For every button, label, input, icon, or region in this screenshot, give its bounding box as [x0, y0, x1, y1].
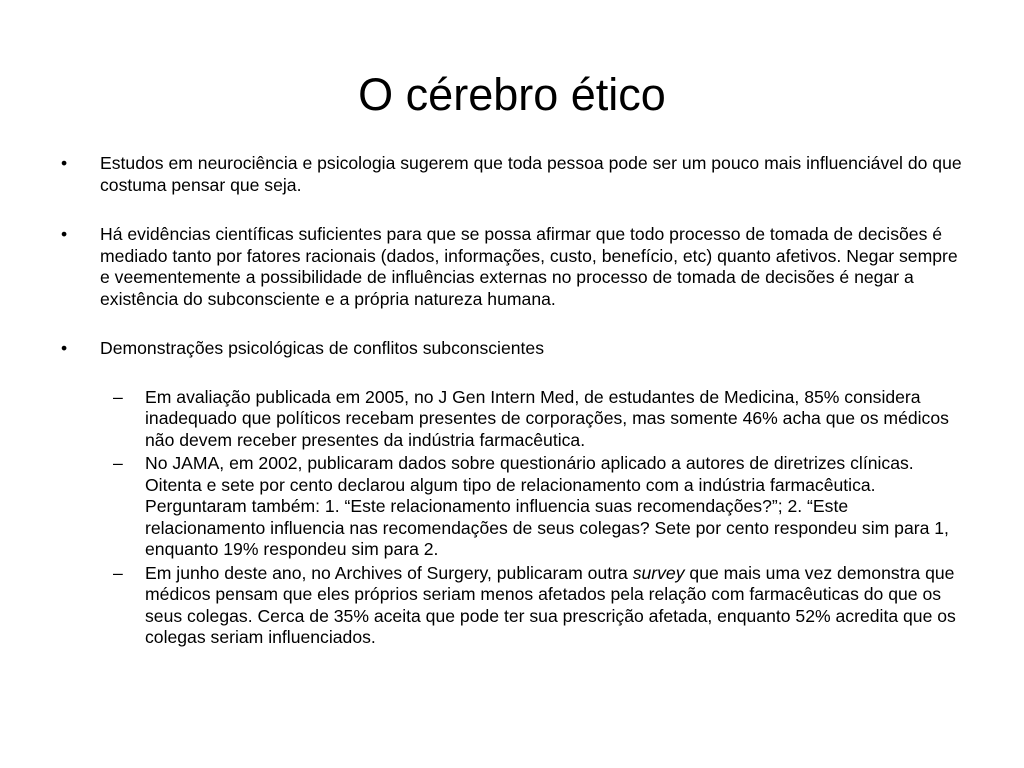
sub-bullet-text [145, 563, 956, 648]
bullet-text: Estudos em neurociência e psicologia sugerem que toda pessoa pode ser um pouco mais influenciável do que costuma pensar que seja. [100, 153, 962, 195]
sub-bullet-item [61, 453, 966, 561]
dash-marker: – [113, 453, 123, 473]
bullet-marker: • [61, 338, 68, 358]
survey-emphasis: survey [632, 562, 685, 583]
sub-bullet-list [61, 387, 966, 649]
bullet-item [61, 338, 966, 360]
bullet-text: Demonstrações psicológicas de conflitos subconscientes [100, 338, 544, 358]
slide-body [61, 153, 966, 649]
bullet-marker: • [61, 153, 68, 173]
sub-bullet-text-end: que mais uma vez demonstra que médicos pensam que eles próprios seriam menos afetados pela relação com farmacêuticas do que os seus colegas. Cerca de 35% aceita que pode ter sua prescrição afetada, enquanto 52% acredita que os colegas seriam influenciados. [145, 562, 956, 647]
sub-bullet-text: No JAMA, em 2002, publicaram dados sobre questionário aplicado a autores de diretrizes clínicas. Oitenta e sete por cento declarou algum tipo de relacionamento com a indústria farmacêutica. Perguntaram também: 1. “Este relacionamento influencia suas recomendações?”; 2. “Este relacionamento influencia nas recomendações de seus colegas? Sete por cento respondeu sim para 1, enquanto 19% respondeu sim para 2. [145, 453, 949, 559]
slide-title: O cérebro ético [358, 69, 666, 120]
sub-bullet-item [61, 563, 966, 649]
dash-marker: – [113, 386, 123, 407]
bullet-text: Há evidências científicas suficientes para que se possa afirmar que todo processo de tomada de decisões é mediado tanto por fatores racionais (dados, informações, custo, benefício, etc) quanto afetivos. Negar sempre e veementemente a possibilidade de influências externas no processo de tomada de decisões é negar a existência do subconsciente e a própria natureza humana. [100, 224, 958, 309]
sub-bullet-text: Em avaliação publicada em 2005, no J Gen Intern Med, de estudantes de Medicina, 85% considera inadequado que políticos recebam presentes de corporações, mas somente 46% acha que os médicos não devem receber presentes da indústria farmacêutica. [145, 386, 949, 450]
bullet-item [61, 224, 966, 310]
bullet-marker: • [61, 224, 68, 244]
bullet-item [61, 153, 966, 196]
sub-bullet-item [61, 387, 966, 452]
sub-bullet-text-start: Em junho deste ano, no Archives of Surgery, publicaram outra [145, 562, 633, 583]
dash-marker: – [113, 562, 123, 583]
